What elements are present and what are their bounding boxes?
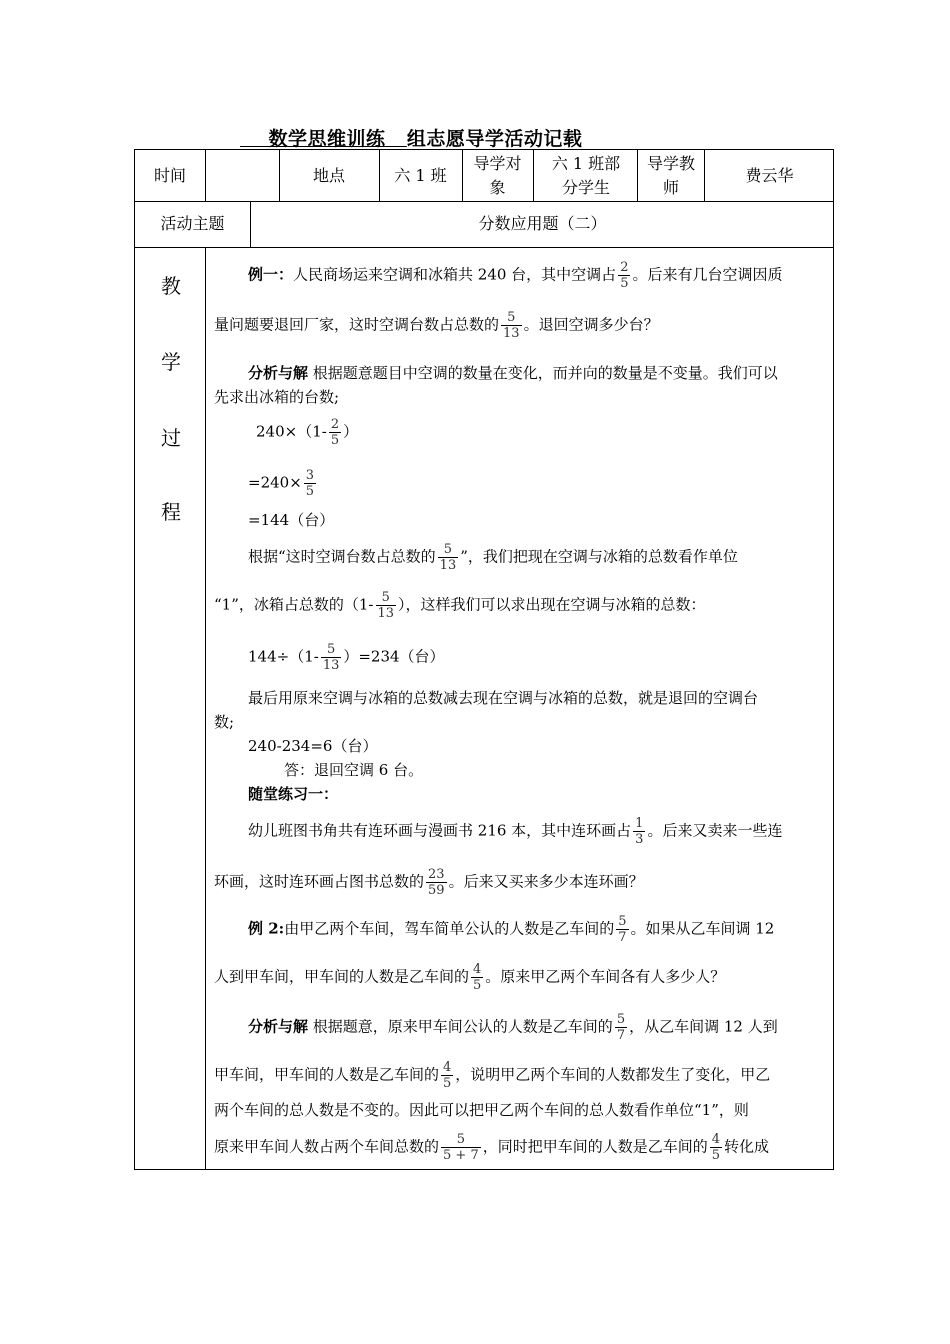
title-suffix: 组志愿导学活动记载 xyxy=(406,128,583,150)
text: 根据题意题目中空调的数量在变化，而并向的数量是不变量。我们可以 xyxy=(312,364,778,382)
denominator: 7 xyxy=(616,1028,626,1043)
numerator: 3 xyxy=(305,468,315,483)
text: 。后来有几台空调因质 xyxy=(632,265,783,284)
fraction xyxy=(501,310,522,341)
fraction xyxy=(618,260,630,291)
calc-line xyxy=(248,468,863,499)
denominator: 5 xyxy=(443,1076,452,1091)
practice-line xyxy=(214,867,829,898)
row-divider xyxy=(135,247,833,248)
teacher-value: 费云华 xyxy=(745,165,794,185)
text: 人到甲车间，甲车间的人数是乙车间的 xyxy=(214,967,470,986)
denominator: 5 xyxy=(305,484,315,499)
example-1-line xyxy=(248,260,863,291)
place-value: 六 1 班 xyxy=(394,165,447,185)
text: 原来甲车间人数占两个车间总数的 xyxy=(214,1137,440,1156)
text: 由甲乙两个车间，驾车简单公认的人数是乙车间的 xyxy=(284,919,615,938)
numerator: 4 xyxy=(711,1132,721,1147)
denominator: 7 xyxy=(618,930,627,945)
example-2-line xyxy=(248,914,863,945)
col-divider xyxy=(462,150,463,201)
analysis-2-line xyxy=(214,1060,829,1091)
fraction xyxy=(321,642,342,673)
example-2-label: 例 2: xyxy=(248,919,285,938)
denominator: 5 xyxy=(620,276,629,291)
fraction xyxy=(304,468,316,499)
section-char: 程 xyxy=(161,500,181,524)
title-subject: 数学思维训练 xyxy=(268,128,386,150)
time-label: 时间 xyxy=(153,165,186,185)
fraction xyxy=(633,816,645,847)
numerator: 5 xyxy=(616,1012,626,1027)
section-char: 学 xyxy=(161,350,181,374)
calc-line xyxy=(248,642,863,673)
text: ，同时把甲车间的人数是乙车间的 xyxy=(482,1137,708,1156)
text: 。原来甲乙两个车间各有人多少人？ xyxy=(485,967,726,986)
text: =240× xyxy=(248,473,302,492)
practice-line xyxy=(248,816,863,847)
text: 环画，这时连环画占图书总数的 xyxy=(214,872,425,891)
example-2-line xyxy=(214,962,829,993)
text: ，说明甲乙两个车间的人数都发生了变化，甲乙 xyxy=(455,1065,771,1084)
analysis-2-line xyxy=(214,1132,829,1163)
text: 。后来又卖来一些连 xyxy=(647,821,783,840)
denominator: 5 xyxy=(330,433,340,448)
fraction xyxy=(376,590,397,621)
text: 量问题要退回厂家，这时空调台数占总数的 xyxy=(214,315,500,334)
numerator: 4 xyxy=(473,962,482,977)
denominator: 5 + 7 xyxy=(443,1148,479,1163)
analysis-label: 分析与解 xyxy=(248,364,309,382)
numerator: 5 xyxy=(443,542,453,557)
text: 根据题意，原来甲车间公认的人数是乙车间的 xyxy=(312,1017,613,1036)
teacher-label: 导学教师 xyxy=(646,153,695,197)
answer-line: 答：退回空调 6 台。 xyxy=(284,761,424,779)
text: 。后来又买来多少本连环画？ xyxy=(448,872,644,891)
denominator: 3 xyxy=(635,832,644,847)
denominator: 5 xyxy=(473,978,482,993)
paragraph-line xyxy=(214,590,829,621)
analysis-2-line: 两个车间的总人数是不变的。因此可以把甲乙两个车间的总人数看作单位“1”，则 xyxy=(214,1101,749,1119)
text: ） xyxy=(343,422,359,441)
section-char: 过 xyxy=(161,426,181,450)
example-1-label: 例一： xyxy=(248,265,294,284)
numerator: 5 xyxy=(456,1132,465,1147)
fraction xyxy=(426,867,447,898)
fraction xyxy=(471,962,483,993)
fraction xyxy=(616,914,628,945)
fraction xyxy=(710,1132,722,1163)
text: 。如果从乙车间调 12 xyxy=(630,919,775,938)
denominator: 13 xyxy=(439,558,457,573)
fraction xyxy=(329,417,341,448)
text: 幼儿班图书角共有连环画与漫画书 216 本，其中连环画占 xyxy=(248,821,632,840)
fraction xyxy=(438,542,459,573)
col-divider xyxy=(637,150,638,201)
denominator: 59 xyxy=(428,883,445,898)
text: ”，我们把现在空调与冰箱的总数看作单位 xyxy=(460,547,738,566)
analysis-1-line xyxy=(248,361,863,385)
text: 。退回空调多少台？ xyxy=(523,315,659,334)
text: ，从乙车间调 12 人到 xyxy=(629,1017,778,1036)
col-divider xyxy=(533,150,534,201)
time-value xyxy=(205,150,279,201)
record-table xyxy=(134,149,834,1170)
text: 240×（1- xyxy=(256,422,327,441)
target-value: 六 1 班部分学生 xyxy=(551,153,621,197)
paragraph-line xyxy=(248,542,863,573)
example-1-line xyxy=(214,310,829,341)
text: 144÷（1- xyxy=(248,647,319,666)
denominator: 5 xyxy=(711,1148,721,1163)
numerator: 1 xyxy=(635,816,644,831)
numerator: 5 xyxy=(381,590,390,605)
topic-value: 分数应用题（二） xyxy=(478,214,607,233)
denominator: 13 xyxy=(503,326,520,341)
text: 甲车间，甲车间的人数是乙车间的 xyxy=(214,1065,440,1084)
text: 先求出冰箱的台数; xyxy=(214,388,340,406)
section-char: 教 xyxy=(161,274,181,298)
denominator: 13 xyxy=(377,606,395,621)
calc-line: 240-234=6（台） xyxy=(248,737,378,755)
analysis-1-line xyxy=(214,385,829,409)
numerator: 2 xyxy=(330,417,340,432)
denominator: 13 xyxy=(322,658,340,673)
text: 转化成 xyxy=(724,1137,770,1156)
place-label: 地点 xyxy=(312,165,345,185)
paragraph-line: 数; xyxy=(214,713,235,731)
paragraph-line: 最后用原来空调与冰箱的总数减去现在空调与冰箱的总数，就是退回的空调台 xyxy=(248,689,759,707)
target-label: 导学对象 xyxy=(473,153,522,197)
text: ）=234（台） xyxy=(343,647,445,666)
numerator: 23 xyxy=(428,867,445,882)
numerator: 4 xyxy=(443,1060,452,1075)
calc-line: =144（台） xyxy=(248,511,335,529)
text: 人民商场运来空调和冰箱共 240 台，其中空调占 xyxy=(293,265,617,284)
numerator: 5 xyxy=(507,310,516,325)
fraction xyxy=(615,1012,627,1043)
text: “1”，冰箱占总数的（1- xyxy=(214,595,374,614)
text: ），这样我们可以求出现在空调与冰箱的总数： xyxy=(398,595,706,614)
text: 根据“这时空调台数占总数的 xyxy=(248,547,436,566)
calc-line xyxy=(256,417,871,448)
numerator: 2 xyxy=(620,260,629,275)
numerator: 5 xyxy=(326,642,336,657)
page-title xyxy=(240,124,660,151)
analysis-label: 分析与解 xyxy=(248,1017,309,1036)
analysis-2-line xyxy=(248,1012,863,1043)
topic-label: 活动主题 xyxy=(160,214,225,233)
col-divider xyxy=(205,247,206,1169)
practice-label: 随堂练习一： xyxy=(248,785,339,803)
numerator: 5 xyxy=(618,914,627,929)
fraction xyxy=(441,1132,481,1163)
fraction xyxy=(441,1060,453,1091)
